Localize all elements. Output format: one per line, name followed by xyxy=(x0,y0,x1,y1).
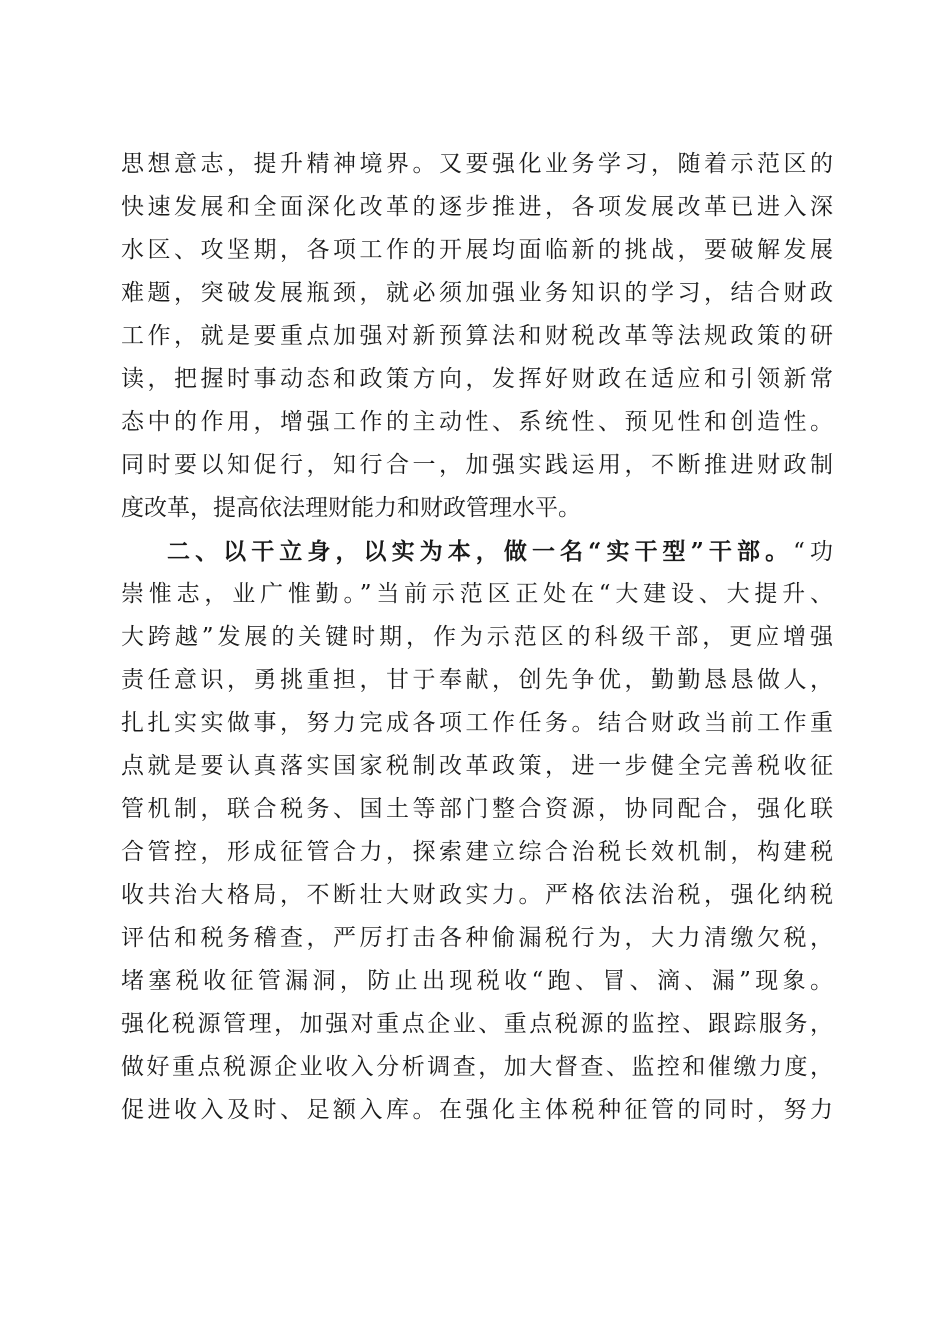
text-line: 评估和税务稽查，严厉打击各种偷漏税行为，大力清缴欠税， xyxy=(121,925,833,951)
text-line: 难题，突破发展瓶颈，就必须加强业务知识的学习，结合财政 xyxy=(121,280,833,306)
text-line: 工作，就是要重点加强对新预算法和财税改革等法规政策的研 xyxy=(121,323,833,349)
text-line: 快速发展和全面深化改革的逐步推进，各项发展改革已进入深 xyxy=(121,194,833,220)
paragraph-1 xyxy=(121,143,833,530)
text-line: 强化税源管理，加强对重点企业、重点税源的监控、跟踪服务， xyxy=(121,1011,833,1037)
text-line: 水区、攻坚期，各项工作的开展均面临新的挑战，要破解发展 xyxy=(121,237,833,263)
paragraph-2 xyxy=(121,530,833,1132)
text-line: 堵塞税收征管漏洞，防止出现税收“跑、冒、滴、漏”现象。 xyxy=(121,968,833,994)
text-line: 促进收入及时、足额入库。在强化主体税种征管的同时，努力 xyxy=(121,1097,833,1123)
text-line: 责任意识，勇挑重担，甘于奉献，创先争优，勤勤恳恳做人， xyxy=(121,667,833,693)
text-line: 度改革，提高依法理财能力和财政管理水平。 xyxy=(121,495,581,521)
section-heading: 二、以干立身，以实为本，做一名“实干型”干部。 xyxy=(167,538,794,565)
text-line: 读，把握时事动态和政策方向，发挥好财政在适应和引领新常 xyxy=(121,366,833,392)
text-line: 同时要以知促行，知行合一，加强实践运用，不断推进财政制 xyxy=(121,452,833,478)
text-line: 态中的作用，增强工作的主动性、系统性、预见性和创造性。 xyxy=(121,409,833,435)
text-line: 做好重点税源企业收入分析调查，加大督查、监控和催缴力度， xyxy=(121,1054,833,1080)
text-line: 收共治大格局，不断壮大财政实力。严格依法治税，强化纳税 xyxy=(121,882,833,908)
text-line: 思想意志，提升精神境界。又要强化业务学习，随着示范区的 xyxy=(121,151,833,177)
text-line: 崇惟志，业广惟勤。”当前示范区正处在“大建设、大提升、 xyxy=(121,581,833,607)
text-line: 合管控，形成征管合力，探索建立综合治税长效机制，构建税 xyxy=(121,839,833,865)
paragraph-heading-line xyxy=(121,530,833,573)
text-line: 点就是要认真落实国家税制改革政策，进一步健全完善税收征 xyxy=(121,753,833,779)
document-body xyxy=(121,143,833,1132)
heading-line-tail: “功 xyxy=(793,539,833,565)
text-line: 扎扎实实做事，努力完成各项工作任务。结合财政当前工作重 xyxy=(121,710,833,736)
text-line: 大跨越”发展的关键时期，作为示范区的科级干部，更应增强 xyxy=(121,624,833,650)
text-line: 管机制，联合税务、国土等部门整合资源，协同配合，强化联 xyxy=(121,796,833,822)
